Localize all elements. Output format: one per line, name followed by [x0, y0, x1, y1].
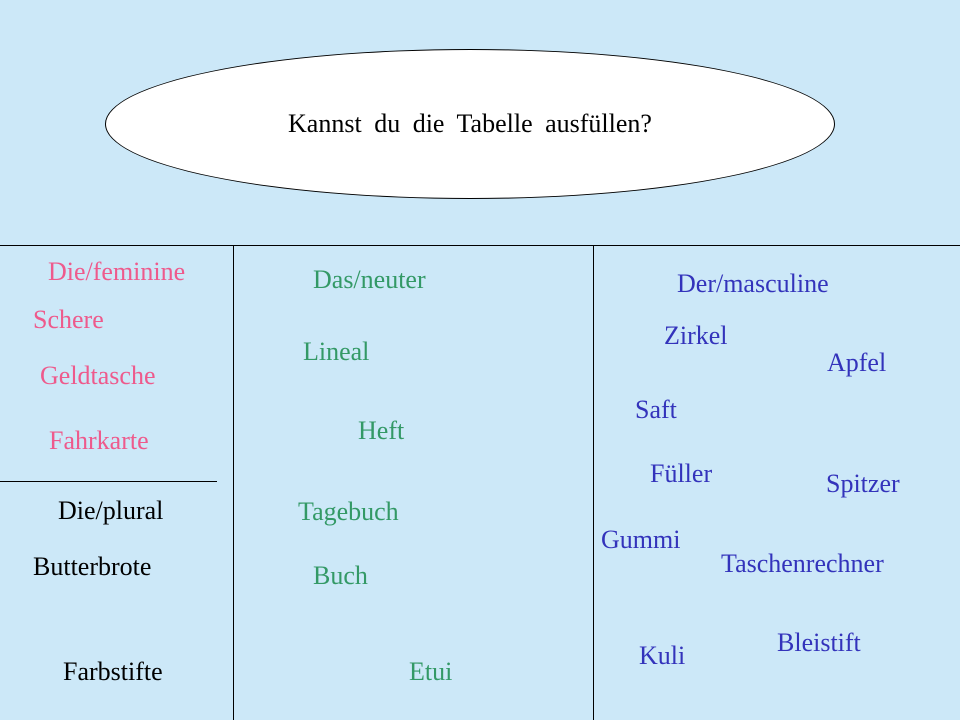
masculine-word: Bleistift — [777, 628, 861, 657]
neuter-word: Lineal — [303, 337, 370, 366]
feminine-word: Fahrkarte — [49, 426, 149, 455]
column-divider-right — [593, 245, 594, 720]
plural-header: Die/plural — [58, 496, 164, 525]
masculine-word: Gummi — [601, 525, 681, 554]
plural-word: Farbstifte — [63, 657, 163, 686]
neuter-word: Tagebuch — [298, 497, 399, 526]
masculine-word: Apfel — [827, 348, 887, 377]
plural-divider-line — [0, 481, 217, 482]
feminine-word: Geldtasche — [40, 361, 156, 390]
masculine-word: Taschenrechner — [721, 549, 884, 578]
masculine-word: Zirkel — [664, 321, 728, 350]
feminine-word: Schere — [33, 305, 104, 334]
neuter-word: Buch — [313, 561, 368, 590]
column-divider-left — [233, 245, 234, 720]
neuter-word: Heft — [358, 416, 405, 445]
masculine-word: Füller — [650, 459, 713, 488]
neuter-word: Etui — [409, 657, 453, 686]
table-top-line — [0, 245, 960, 246]
prompt-text: Kannst du die Tabelle ausfüllen? — [288, 109, 652, 138]
feminine-header: Die/feminine — [48, 257, 186, 286]
neuter-header: Das/neuter — [313, 265, 426, 294]
masculine-word: Spitzer — [826, 469, 900, 498]
masculine-word: Saft — [635, 395, 677, 424]
masculine-word: Kuli — [639, 641, 686, 670]
plural-word: Butterbrote — [33, 552, 152, 581]
masculine-header: Der/masculine — [677, 269, 829, 298]
